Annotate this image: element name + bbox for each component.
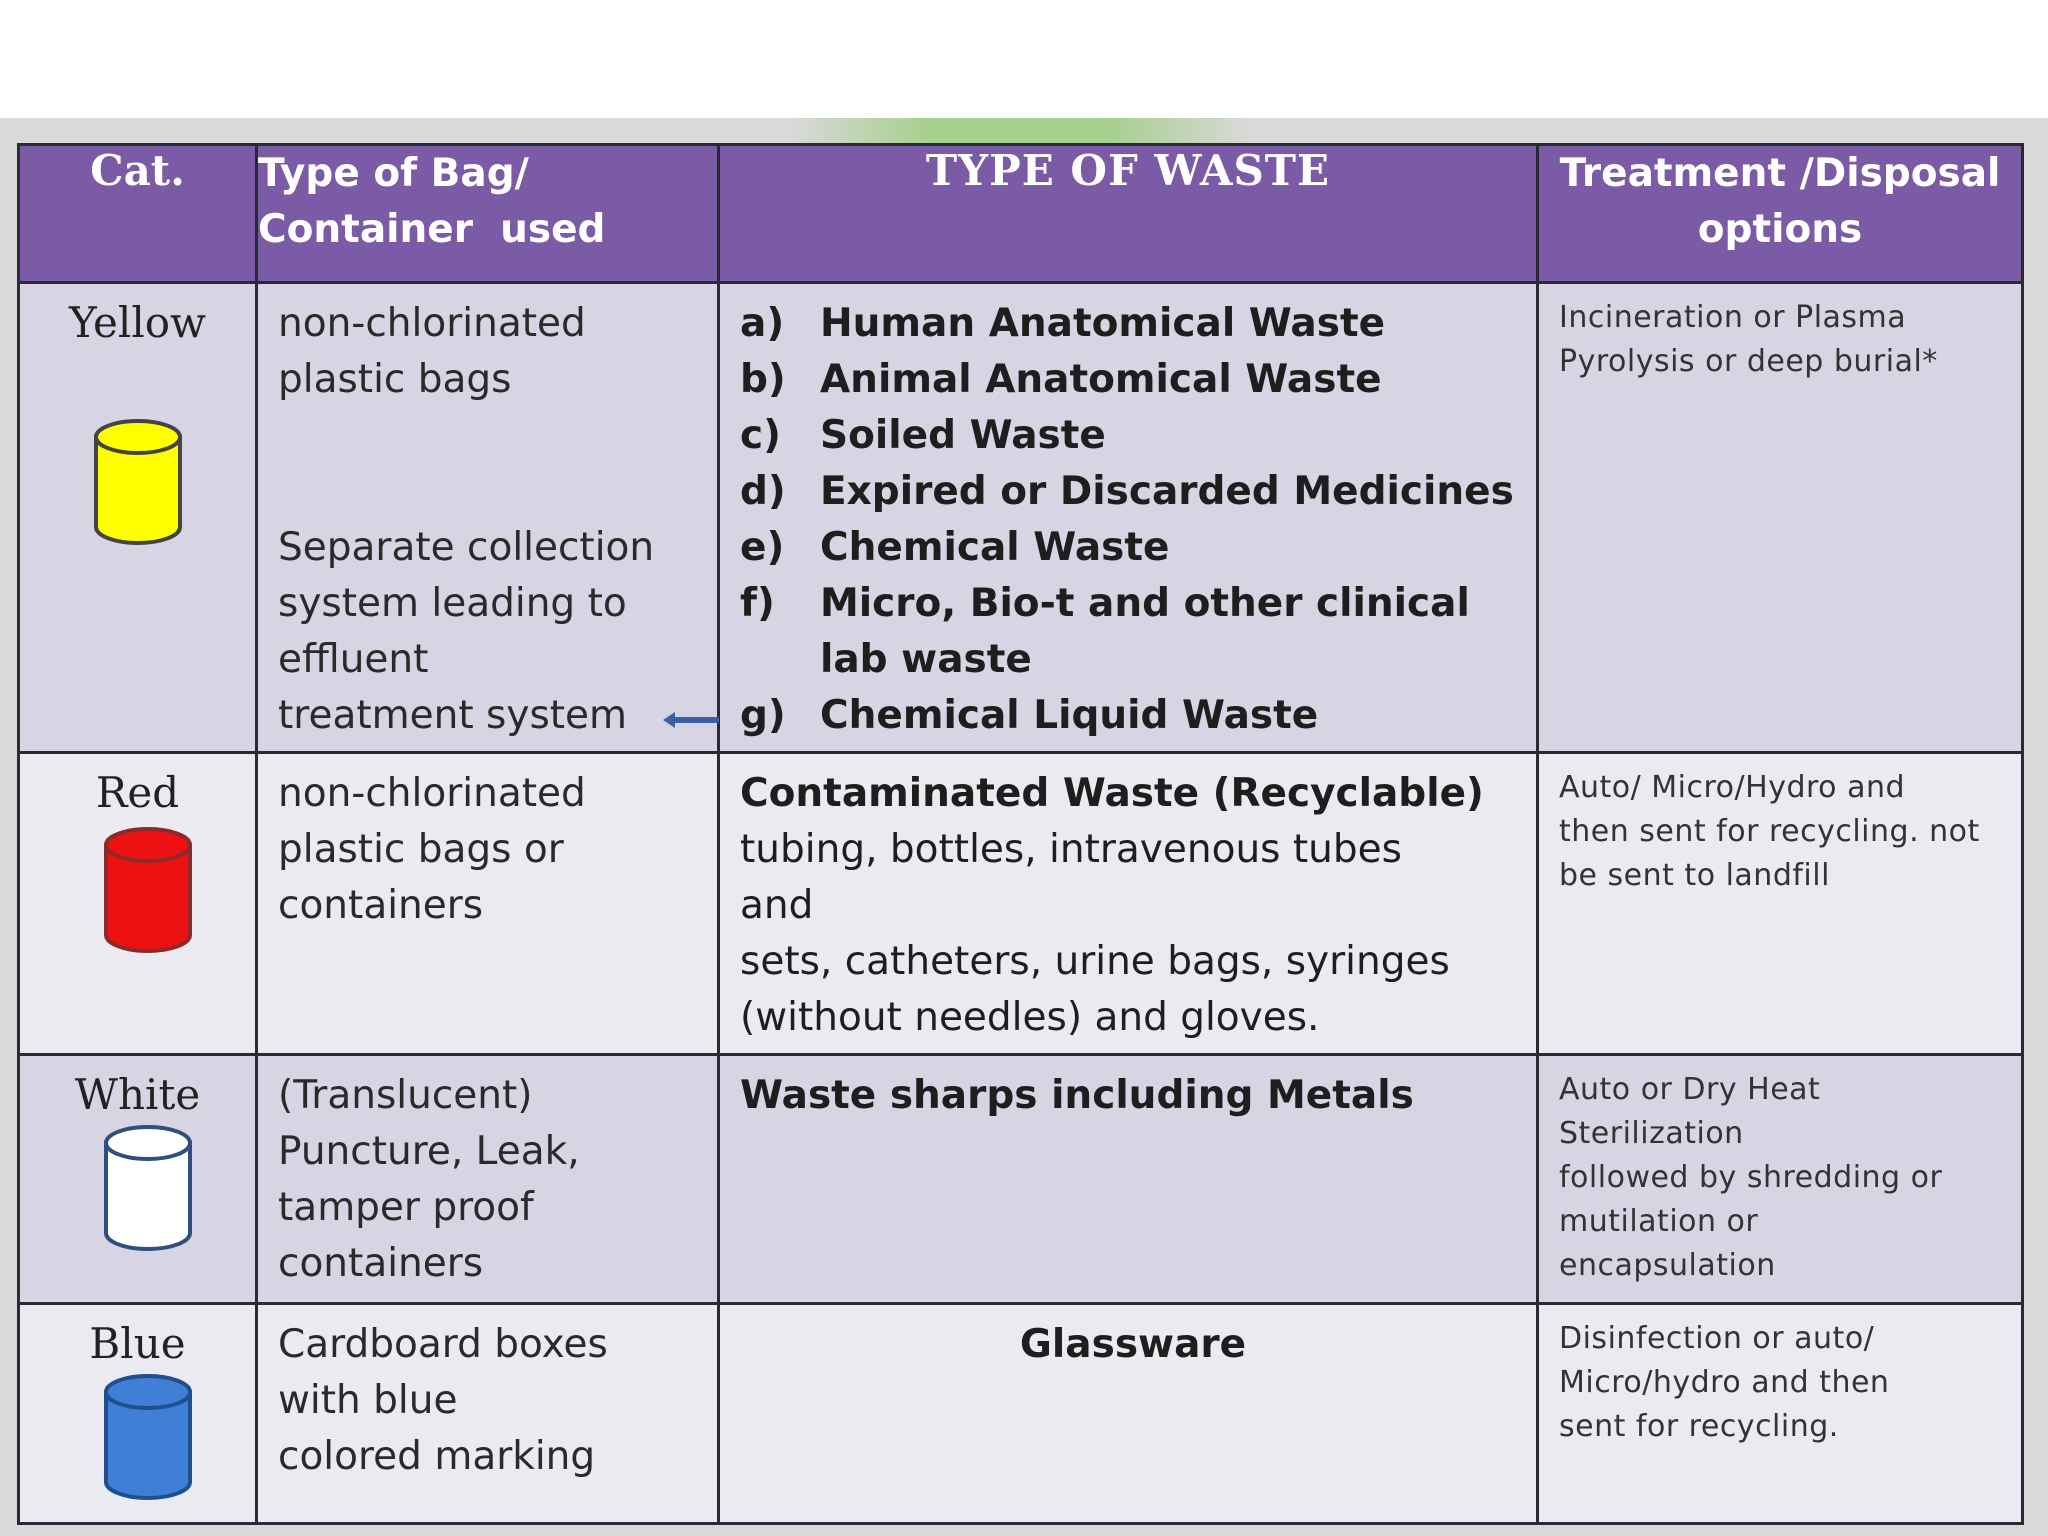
- bag-text-line: treatment system: [278, 693, 628, 738]
- type-cell-white: [719, 1055, 1538, 1304]
- type-cell-red: [719, 753, 1538, 1055]
- bag-text-line: colored marking: [278, 1434, 596, 1479]
- bag-text-line: effluent: [278, 637, 429, 682]
- type-cell-yellow: [719, 283, 1538, 753]
- treatment-text-line: Sterilization: [1559, 1116, 1744, 1151]
- treatment-text-line: sent for recycling.: [1559, 1409, 1839, 1444]
- treatment-text-line: Auto or Dry Heat: [1559, 1072, 1821, 1107]
- treatment-text-line: be sent to landfill: [1559, 858, 1830, 893]
- waste-type-title: Glassware: [1019, 1322, 1247, 1367]
- bag-text-line: non-chlorinated: [278, 771, 586, 816]
- type-cell-blue: [719, 1304, 1538, 1524]
- list-item: d) Expired or Discarded Medicines: [740, 469, 1514, 514]
- list-item: e) Chemical Waste: [740, 525, 1170, 570]
- treatment-cell-white: [1538, 1055, 2023, 1304]
- red-bin-icon: [98, 823, 198, 963]
- waste-type-line: sets, catheters, urine bags, syringes: [740, 939, 1450, 984]
- list-item: c) Soiled Waste: [740, 413, 1106, 458]
- waste-type-title: Contaminated Waste (Recyclable): [740, 771, 1484, 816]
- treatment-text-line: Disinfection or auto/: [1559, 1321, 1875, 1356]
- bag-text-line: plastic bags: [278, 357, 512, 402]
- treatment-text-line: Pyrolysis or deep burial*: [1559, 344, 1938, 379]
- bag-text-line: non-chlorinated: [278, 301, 586, 346]
- bag-text-line: tamper proof: [278, 1185, 534, 1230]
- bag-cell-blue: [257, 1304, 719, 1524]
- category-label: Blue: [89, 1319, 186, 1368]
- blue-bin-icon: [98, 1370, 198, 1510]
- waste-type-line: (without needles) and gloves.: [740, 995, 1320, 1040]
- waste-category-table: [17, 143, 2024, 1525]
- bag-text-line: plastic bags or: [278, 827, 564, 872]
- header-treatment: [1538, 145, 2023, 283]
- waste-type-line: tubing, bottles, intravenous tubes: [740, 827, 1402, 872]
- waste-type-list: [740, 296, 1526, 744]
- treatment-cell-yellow: [1538, 283, 2023, 753]
- bag-text-line: Separate collection: [278, 525, 655, 570]
- treatment-text-line: Incineration or Plasma: [1559, 300, 1907, 335]
- header-row: [19, 145, 2023, 283]
- category-label: White: [74, 1070, 201, 1119]
- list-item: g) Chemical Liquid Waste: [740, 693, 1319, 738]
- list-item: lab waste: [820, 637, 1032, 682]
- list-item: b) Animal Anatomical Waste: [740, 357, 1382, 402]
- header-bag-line1: Type of Bag/: [258, 151, 529, 196]
- list-item: a) Human Anatomical Waste: [740, 301, 1386, 346]
- category-cell-white: [19, 1055, 257, 1304]
- bag-text-line: with blue: [278, 1378, 458, 1423]
- list-item: f) Micro, Bio-t and other clinical: [740, 581, 1470, 626]
- treatment-text-line: followed by shredding or: [1559, 1160, 1943, 1195]
- category-cell-blue: [19, 1304, 257, 1524]
- category-cell-red: [19, 753, 257, 1055]
- white-bin-icon: [98, 1121, 198, 1261]
- bag-cell-white: [257, 1055, 719, 1304]
- bag-text-line: containers: [278, 1241, 484, 1286]
- bag-cell-yellow: [257, 283, 719, 753]
- left-arrow-icon: [661, 709, 721, 731]
- treatment-text-line: Micro/hydro and then: [1559, 1365, 1890, 1400]
- header-bag-type: [257, 145, 719, 283]
- bag-text-line: (Translucent): [278, 1073, 533, 1118]
- treatment-text-line: encapsulation: [1559, 1248, 1776, 1283]
- bag-text-line: system leading to: [278, 581, 627, 626]
- header-category: Cat.: [19, 145, 257, 283]
- treatment-text-line: Auto/ Micro/Hydro and: [1559, 770, 1906, 805]
- category-label: Red: [95, 768, 180, 817]
- category-cell-yellow: [19, 283, 257, 753]
- bag-cell-red: [257, 753, 719, 1055]
- bag-text-line: Cardboard boxes: [278, 1322, 608, 1367]
- treatment-cell-red: [1538, 753, 2023, 1055]
- table-row-blue: [19, 1304, 2023, 1524]
- table-row-yellow: [19, 283, 2023, 753]
- bag-text-line: containers: [278, 883, 484, 928]
- treatment-text-line: then sent for recycling. not: [1559, 814, 1980, 849]
- treatment-cell-blue: [1538, 1304, 2023, 1524]
- treatment-text-line: mutilation or: [1559, 1204, 1759, 1239]
- header-treat-line1: Treatment /Disposal: [1559, 151, 2001, 196]
- header-waste-type: TYPE OF WASTE: [719, 145, 1538, 283]
- header-bag-line2: Container used: [258, 207, 606, 252]
- header-treat-line2: options: [1697, 207, 1863, 252]
- table-row-white: [19, 1055, 2023, 1304]
- yellow-bin-icon: [88, 415, 188, 555]
- category-label: Yellow: [68, 298, 207, 347]
- waste-type-line: and: [740, 883, 814, 928]
- waste-type-title: Waste sharps including Metals: [740, 1073, 1414, 1118]
- table-row-red: [19, 753, 2023, 1055]
- bag-text-line: Puncture, Leak,: [278, 1129, 580, 1174]
